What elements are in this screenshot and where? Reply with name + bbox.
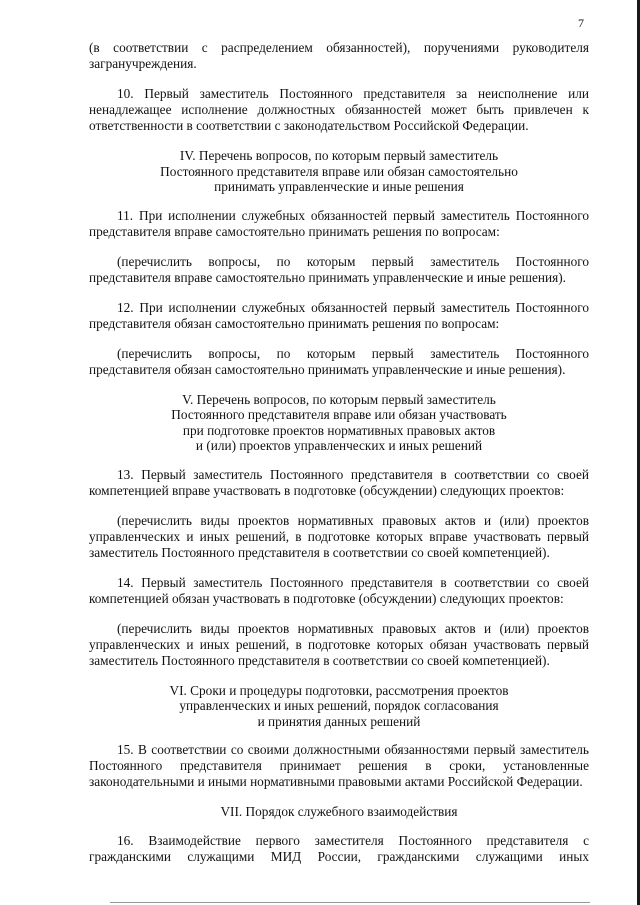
section-heading-iv <box>89 148 589 195</box>
paragraph-15: 15. В соответствии со своими должностными обязанностями первый заместитель Постоянного представителя принимает решения в сроки, установленные законодательными и иными нормативными правовыми актами Российской Федерации. <box>89 742 589 789</box>
heading-line: при подготовке проектов нормативных правовых актов <box>182 422 496 438</box>
paragraph-11: 11. При исполнении служебных обязанностей первый заместитель Постоянного представителя вправе самостоятельно принимать решения по вопросам: <box>89 207 589 239</box>
paragraph-10: 10. Первый заместитель Постоянного представителя за неисполнение или ненадлежащее исполнение должностных обязанностей может быть привлечен к ответственности в соответствии с законодательством Российской Федерации. <box>89 86 589 133</box>
section-heading-vi <box>89 683 589 730</box>
heading-line: Постоянного представителя вправе или обязан самостоятельно <box>160 163 518 179</box>
page-number: 7 <box>578 16 584 30</box>
section-heading-v <box>89 392 589 454</box>
heading-line: управленческих и иных решений, порядок согласования <box>179 698 499 713</box>
heading-line: VI. Сроки и процедуры подготовки, рассмотрения проектов <box>169 682 509 698</box>
document-body <box>89 40 589 879</box>
paragraph-12-placeholder: (перечислить вопросы, по которым первый заместитель Постоянного представителя обязан самостоятельно принимать управленческие и иные решения). <box>89 345 589 377</box>
section-heading-vii <box>89 804 589 820</box>
paragraph-continuation: (в соответствии с распределением обязанностей), поручениями руководителя загранучреждения. <box>89 40 589 71</box>
heading-line: VII. Порядок служебного взаимодействия <box>220 804 458 819</box>
heading-line: V. Перечень вопросов, по которым первый заместитель <box>182 391 496 407</box>
heading-line: IV. Перечень вопросов, по которым первый заместитель <box>179 148 499 163</box>
paragraph-13: 13. Первый заместитель Постоянного представителя в соответствии со своей компетенцией вправе участвовать в подготовке (обсуждении) следующих проектов: <box>89 466 589 498</box>
paragraph-11-placeholder: (перечислить вопросы, по которым первый заместитель Постоянного представителя вправе самостоятельно принимать управленческие и иные решения). <box>89 253 589 285</box>
paragraph-13-placeholder: (перечислить виды проектов нормативных правовых актов и (или) проектов управленческих и иных решений, в подготовке которых вправе участвовать первый заместитель Постоянного представителя в соответствии со своей компетенцией). <box>89 512 589 560</box>
heading-line: Постоянного представителя вправе или обязан участвовать <box>171 407 507 422</box>
scan-bottom-line <box>110 902 590 903</box>
paragraph-12: 12. При исполнении служебных обязанностей первый заместитель Постоянного представителя обязан самостоятельно принимать решения по вопросам: <box>89 299 589 331</box>
heading-line: и (или) проектов управленческих и иных решений <box>195 438 483 453</box>
heading-line: принимать управленческие и иные решения <box>214 179 464 194</box>
paragraph-14-placeholder: (перечислить виды проектов нормативных правовых актов и (или) проектов управленческих и иных решений, в подготовке которых обязан участвовать первый заместитель Постоянного представителя в соответствии со своей компетенцией). <box>89 620 589 668</box>
paragraph-16: 16. Взаимодействие первого заместителя Постоянного представителя с гражданскими служащими МИД России, гражданскими служащими иных <box>89 832 589 864</box>
heading-line: и принятия данных решений <box>257 713 421 729</box>
paragraph-14: 14. Первый заместитель Постоянного представителя в соответствии со своей компетенцией обязан участвовать в подготовке (обсуждении) следующих проектов: <box>89 574 589 606</box>
